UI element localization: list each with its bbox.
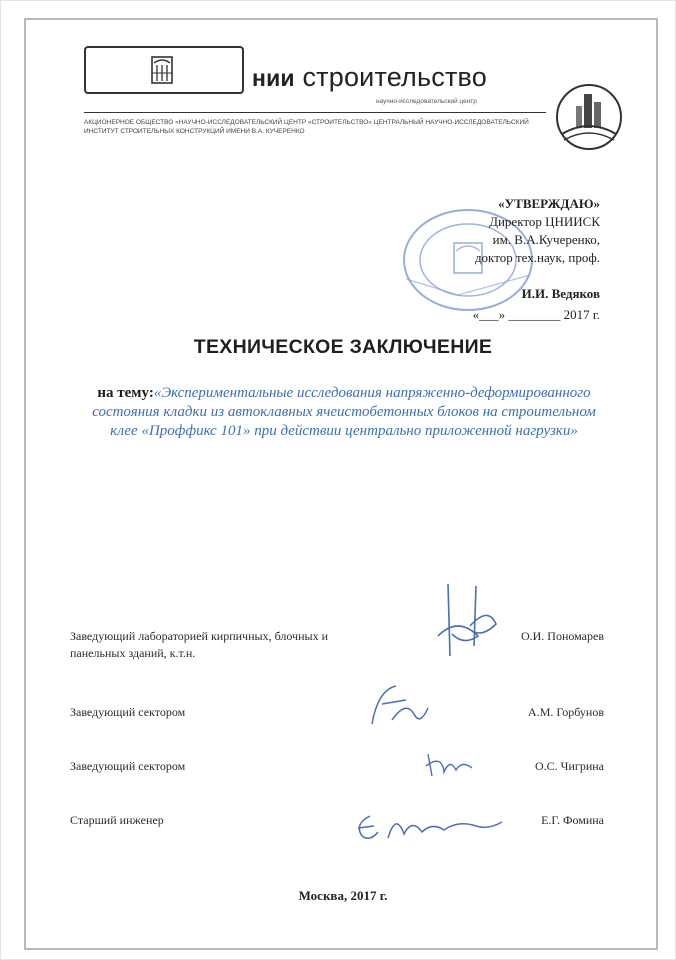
- org-name: [252, 62, 487, 93]
- approval-heading: «УТВЕРЖДАЮ»: [498, 196, 600, 211]
- document-title: ТЕХНИЧЕСКОЕ ЗАКЛЮЧЕНИЕ: [193, 336, 493, 358]
- handwritten-signature: [422, 748, 476, 782]
- handwritten-signature: [348, 804, 508, 846]
- signature-position: Старший инженер: [70, 813, 164, 827]
- signature-name: А.М. Горбунов: [528, 705, 604, 719]
- signature-position: Заведующий сектором: [70, 759, 186, 773]
- header-divider: [84, 112, 546, 113]
- city-year: Москва, 2017 г.: [298, 888, 388, 903]
- org-name-text: строительство: [302, 62, 487, 92]
- handwritten-signature: [362, 680, 432, 736]
- subject-topic: «Экспериментальные исследования напряженно-деформированного состояния кладки из автоклавных ячеистобетонных блоков на строительном клее «Проффикс 101» при действии центрально приложенной нагрузки»: [92, 385, 596, 439]
- signature-name: О.И. Пономарев: [520, 629, 604, 643]
- approval-line-2: им. В.А.Кучеренко,: [492, 232, 600, 247]
- signature-position: Заведующий сектором: [70, 705, 186, 719]
- approval-block: [473, 195, 600, 324]
- approval-signer: И.И. Ведяков: [521, 286, 600, 301]
- org-legal-name: АКЦИОНЕРНОЕ ОБЩЕСТВО «НАУЧНО-ИССЛЕДОВАТЕЛЬСКИЙ ЦЕНТР «СТРОИТЕЛЬСТВО» ЦЕНТРАЛЬНЫЙ НАУЧНО-ИССЛЕДОВАТЕЛЬСКИЙ ИНСТИТУТ СТРОИТЕЛЬНЫХ КОНСТРУКЦИЙ ИМЕНИ В.А. КУЧЕРЕНКО: [84, 119, 529, 135]
- org-prefix: нии: [252, 65, 295, 91]
- document-page: [24, 18, 658, 950]
- org-subtitle: научно-исследовательский центр: [376, 98, 477, 105]
- approval-line-1: Директор ЦНИИСК: [489, 214, 600, 229]
- logo-box: [84, 46, 244, 94]
- building-emblem-icon: [554, 82, 624, 152]
- nic-logo-icon: [138, 55, 186, 85]
- approval-line-3: доктор тех.наук, проф.: [474, 250, 600, 265]
- subject-block: [86, 384, 602, 441]
- signature-name: О.С. Чигрина: [535, 759, 604, 773]
- approval-date: «___» ________ 2017 г.: [472, 307, 600, 322]
- signature-position: Заведующий лабораторией кирпичных, блочных и панельных зданий, к.т.н.: [70, 629, 328, 660]
- signature-name: Е.Г. Фомина: [541, 813, 604, 827]
- handwritten-signature: [418, 576, 508, 666]
- subject-lead: на тему:: [97, 385, 154, 401]
